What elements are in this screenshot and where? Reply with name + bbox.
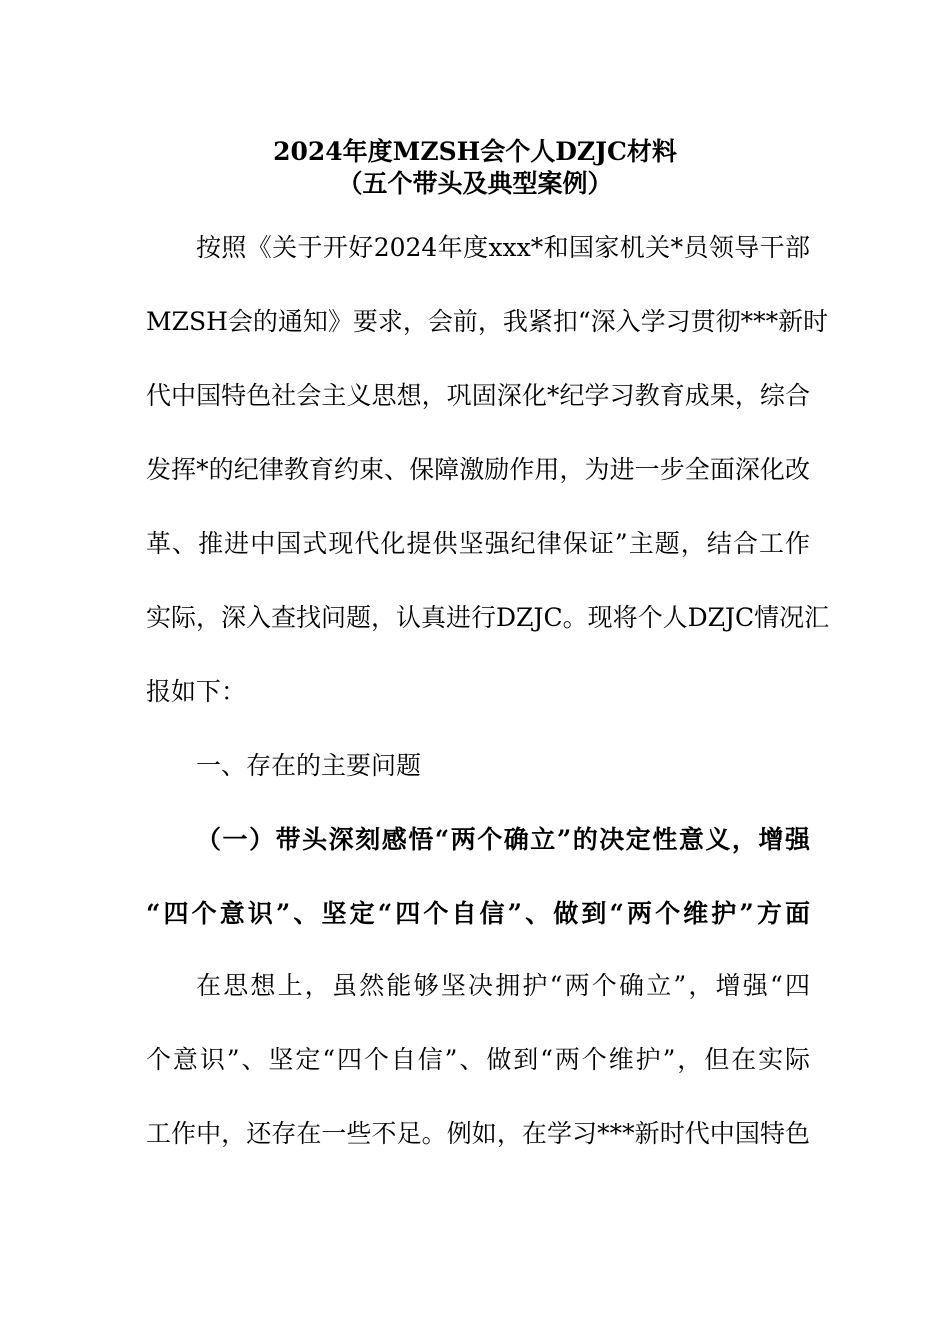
subsection-heading-line: “四个意识”、坚定“四个自信”、做到“两个维护”方面 [146, 899, 810, 928]
paragraph-line: MZSH会的通知》要求，会前，我紧扣“深入学习贯彻***新时 [146, 307, 829, 336]
paragraph-line: 在思想上，虽然能够坚决拥护“两个确立”，增强“四 [196, 971, 810, 1000]
document-subtitle: （五个带头及典型案例） [337, 169, 613, 198]
subsection-heading-line: （一）带头深刻感悟“两个确立”的决定性意义，增强 [196, 825, 810, 854]
paragraph-line: 按照《关于开好2024年度xxx*和国家机关*员领导干部 [196, 233, 810, 262]
paragraph-line: 革、推进中国式现代化提供坚强纪律保证”主题，结合工作 [146, 529, 810, 558]
paragraph-line: 工作中，还存在一些不足。例如，在学习***新时代中国特色 [146, 1119, 810, 1148]
paragraph-line: 发挥*的纪律教育约束、保障激励作用，为进一步全面深化改 [146, 455, 810, 484]
paragraph-line: 个意识”、坚定“四个自信”、做到“两个维护”，但在实际 [146, 1045, 810, 1074]
section-heading: 一、存在的主要问题 [196, 751, 422, 780]
paragraph-line: 实际，深入查找问题，认真进行DZJC。现将个人DZJC情况汇 [146, 603, 830, 632]
paragraph-line: 代中国特色社会主义思想，巩固深化*纪学习教育成果，综合 [146, 381, 810, 410]
document-title: 2024年度MZSH会个人DZJC材料 [273, 137, 677, 166]
paragraph-line: 报如下： [146, 677, 247, 706]
